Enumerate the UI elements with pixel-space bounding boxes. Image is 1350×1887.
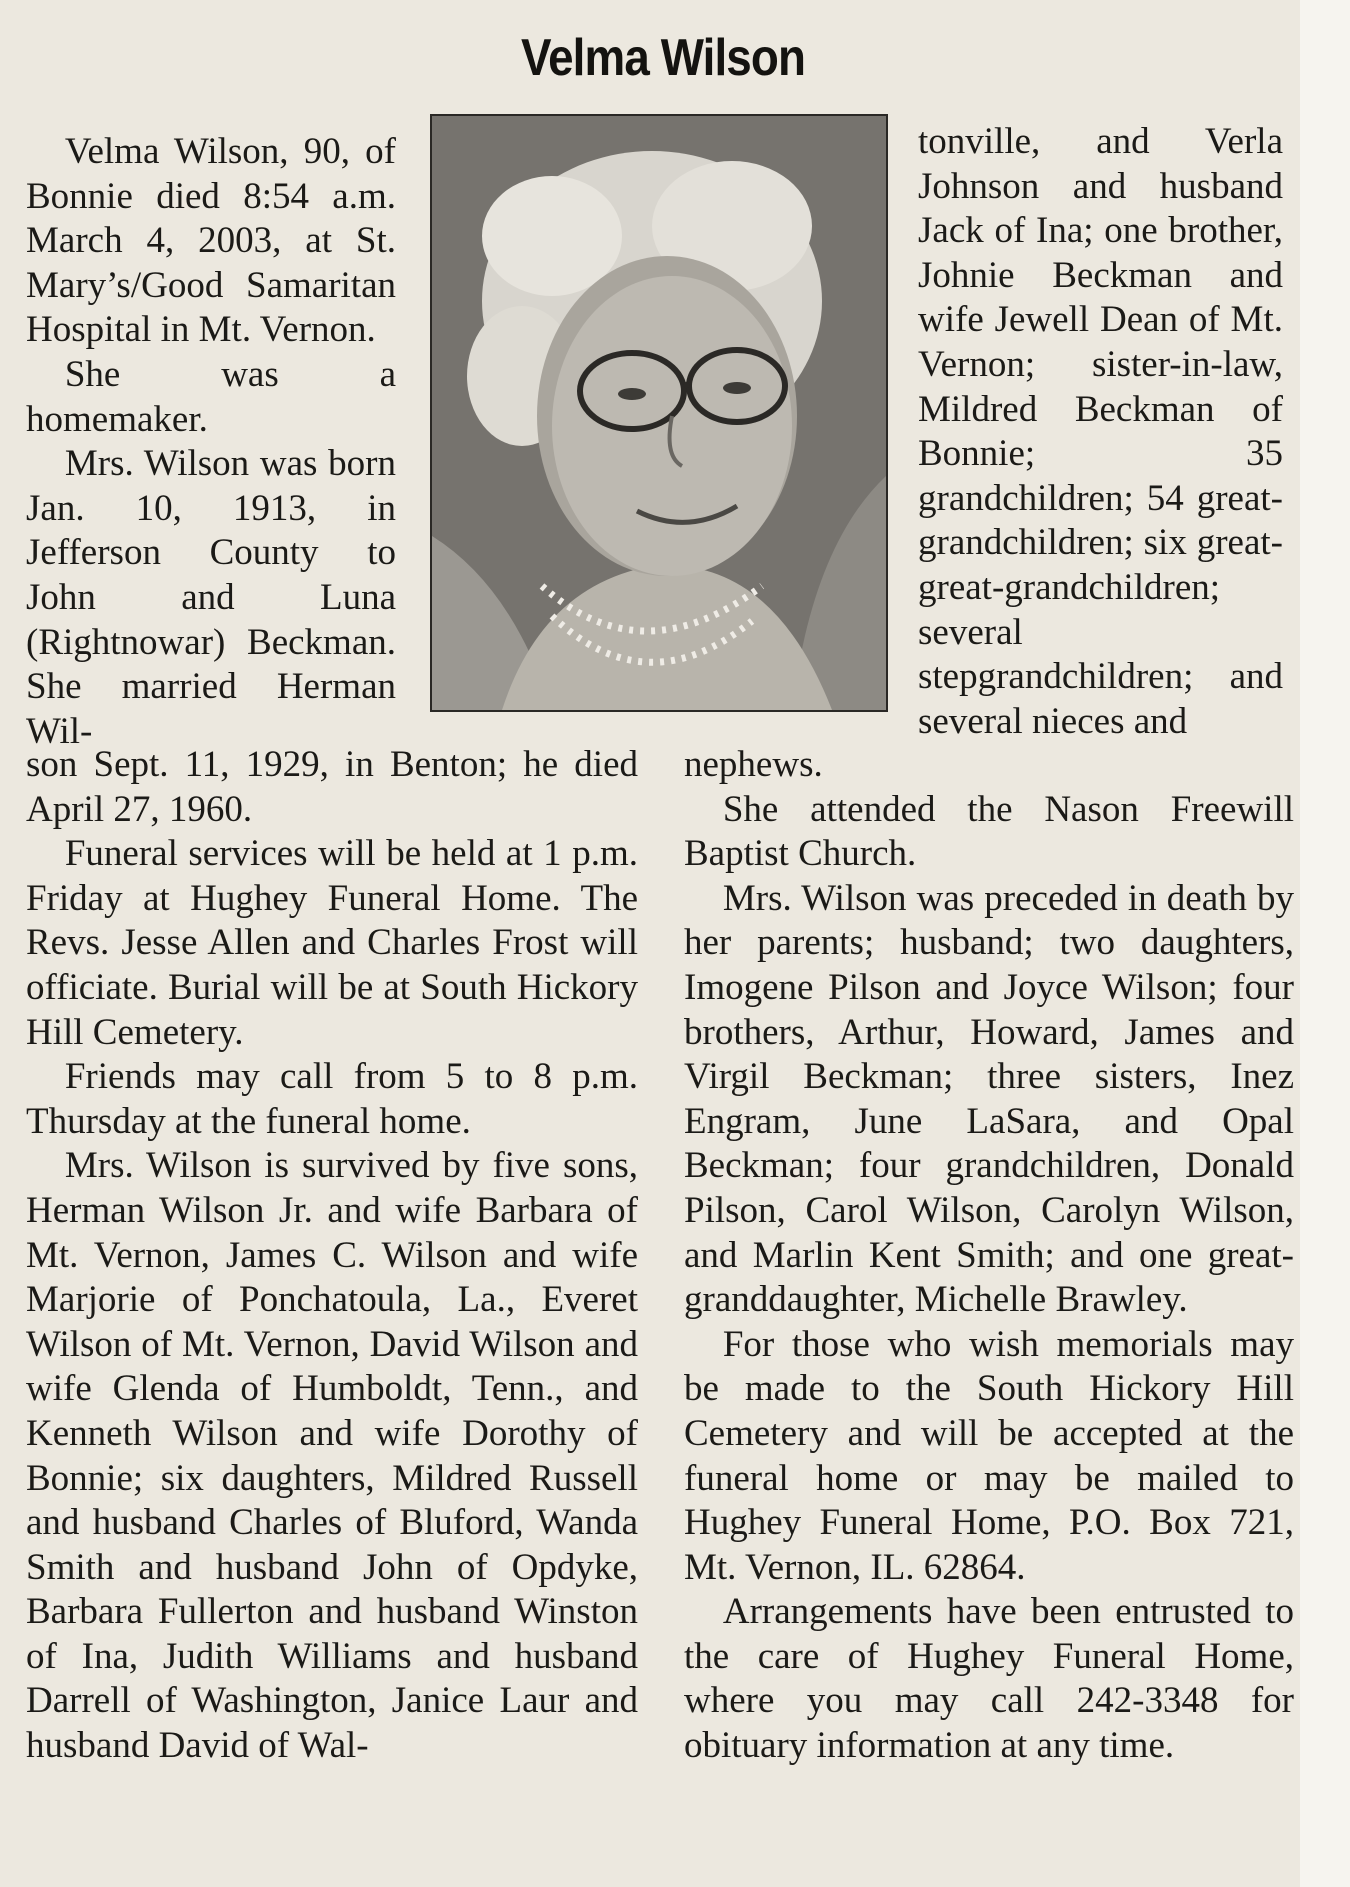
obituary-headline: Velma Wilson (520, 29, 806, 87)
portrait-photo-icon (430, 114, 888, 712)
paragraph: For those who wish memorials may be made to the South Hickory Hill Cemetery and will be accepted at the funeral home or may be mailed to Hughey Funeral Home, P.O. Box 721, Mt. Vernon, IL. 62864. (684, 1323, 1294, 1588)
column-left-bottom (26, 743, 638, 1769)
paragraph: Friends may call from 5 to 8 p.m. Thursday at the funeral home. (26, 1056, 638, 1142)
paragraph: Mrs. Wilson is survived by five sons, Herman Wilson Jr. and wife Barbara of Mt. Vernon, James C. Wilson and wife Marjorie of Ponchatoula, La., Everet Wilson of Mt. Vernon, David Wilson and wife Glenda of Humboldt, Tenn., and Kenneth Wilson and wife Dorothy of Bonnie; six daughters, Mildred Russell and husband Charles of Bluford, Wanda Smith and husband John of Opdyke, Barbara Fullerton and husband Winston of Ina, Judith Williams and husband Darrell of Washington, Janice Laur and husband David of Wal- (26, 1145, 638, 1767)
paragraph: Mrs. Wilson was born Jan. 10, 1913, in Jefferson County to John and Luna (Rightnowar) Beckman. She married Herman Wil- (26, 443, 396, 752)
column-right-bottom (684, 743, 1294, 1769)
paragraph: Funeral services will be held at 1 p.m. Friday at Hughey Funeral Home. The Revs. Jesse Allen and Charles Frost will officiate. Burial will be at South Hickory Hill Cemetery. (26, 833, 638, 1053)
paragraph: son Sept. 11, 1929, in Benton; he died April 27, 1960. (26, 744, 638, 830)
paragraph: Arrangements have been entrusted to the care of Hughey Funeral Home, where you may call 242-3348 for obituary information at any time. (684, 1591, 1294, 1767)
column-left-top (26, 130, 396, 754)
paragraph: tonville, and Verla Johnson and husband Jack of Ina; one brother, Johnie Beckman and wife Jewell Dean of Mt. Vernon; sister-in-law, Mildred Beckman of Bonnie; 35 grandchildren; 54 great-grandchildren; six great-great-grandchildren; several stepgrandchildren; and several nieces and (918, 121, 1283, 742)
column-right-top (918, 120, 1283, 744)
paragraph: Mrs. Wilson was preceded in death by her parents; husband; two daughters, Imogene Pilson and Joyce Wilson; four brothers, Arthur, Howard, James and Virgil Beckman; three sisters, Inez Engram, June LaSara, and Opal Beckman; four grandchildren, Donald Pilson, Carol Wilson, Carolyn Wilson, and Marlin Kent Smith; and one great-granddaughter, Michelle Brawley. (684, 877, 1294, 1321)
paragraph: She attended the Nason Freewill Baptist Church. (684, 788, 1294, 875)
paragraph: She was a homemaker. (26, 353, 396, 440)
scan-margin (1300, 0, 1350, 1887)
portrait-drawing (432, 116, 886, 710)
paragraph: Velma Wilson, 90, of Bonnie died 8:54 a.m. March 4, 2003, at St. Mary’s/Good Samaritan Hospital in Mt. Vernon. (26, 131, 396, 351)
paragraph: nephews. (684, 744, 823, 785)
